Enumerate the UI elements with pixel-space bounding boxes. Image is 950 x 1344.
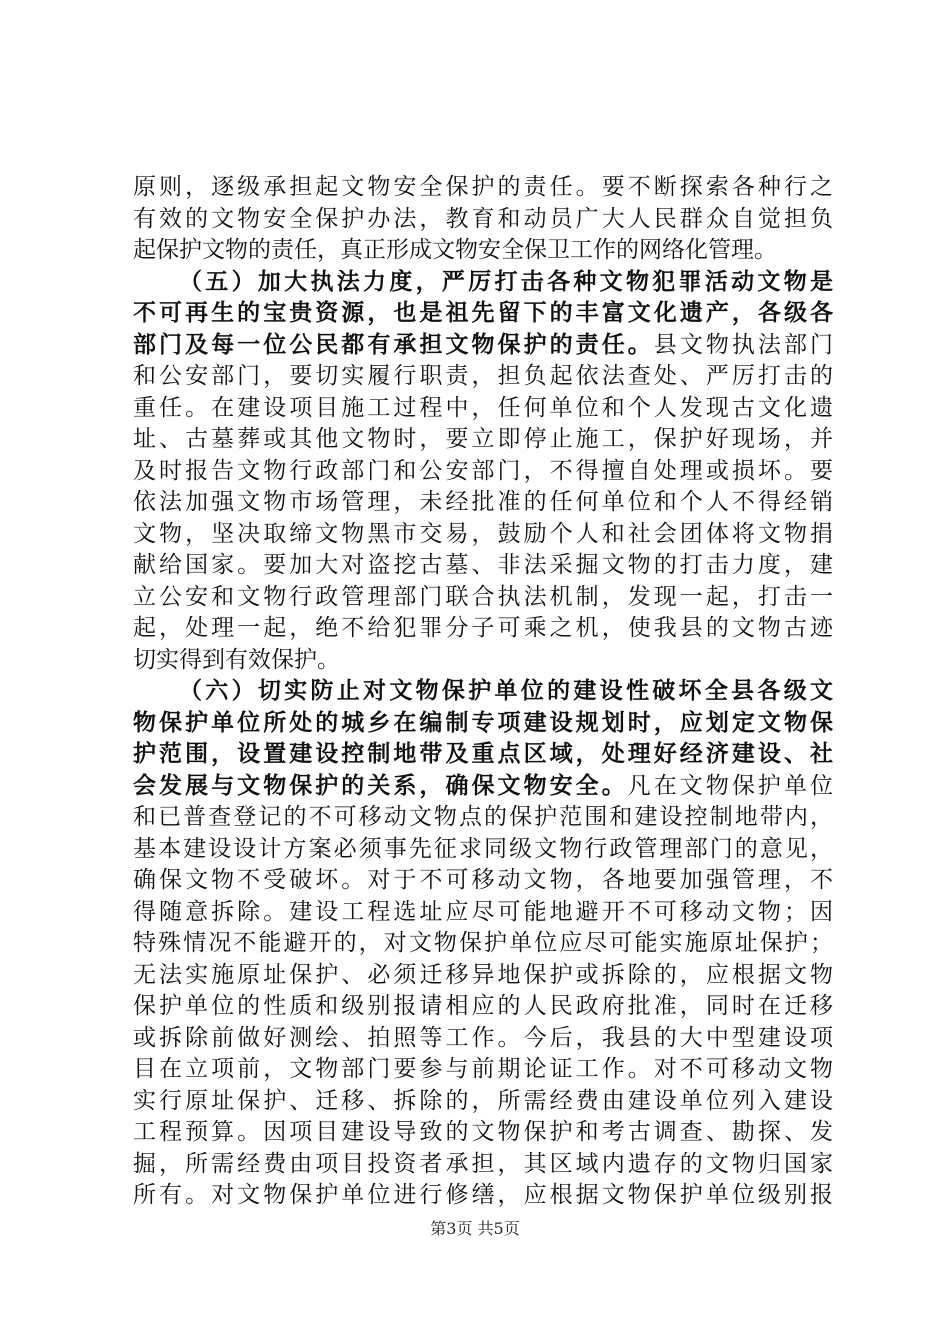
bold-heading-text: （六）切实防止对文物保护单位的建设性破坏全县各级文 bbox=[179, 678, 833, 704]
text-line bbox=[133, 676, 833, 708]
body-text-run: 无法实施原址保护、必须迁移异地保护或拆除的，应根据文物 bbox=[133, 961, 833, 988]
body-text-run: 所有。对文物保护单位进行修缮，应根据文物保护单位级别报 bbox=[133, 1182, 833, 1208]
paragraph bbox=[133, 676, 833, 1212]
body-text-run: 址、古墓葬或其他文物时，要立即停止施工，保护好现场，并 bbox=[133, 426, 833, 452]
text-line bbox=[133, 991, 833, 1023]
document-body bbox=[133, 172, 833, 1212]
paragraph bbox=[133, 172, 833, 267]
body-text-run: 掘，所需经费由项目投资者承担，其区域内遗存的文物归国家 bbox=[133, 1150, 833, 1177]
body-text-run: 原则，逐级承担起文物安全保护的责任。要不断探索各种行之 bbox=[133, 174, 833, 200]
body-text-run: 得随意拆除。建设工程选址应尽可能地避开不可移动文物；因 bbox=[133, 898, 833, 925]
text-line bbox=[133, 235, 833, 267]
body-text-run: 依法加强文物市场管理，未经批准的任何单位和个人不得经销 bbox=[133, 489, 833, 515]
text-line bbox=[133, 1180, 833, 1212]
text-line bbox=[133, 487, 833, 519]
body-text-run: 重任。在建设项目施工过程中，任何单位和个人发现古文化遗 bbox=[133, 394, 833, 421]
body-text-run: 凡在文物保护单位 bbox=[627, 772, 834, 799]
body-text-run: 和已普查登记的不可移动文物点的保护范围和建设控制地带内， bbox=[133, 804, 833, 830]
text-line bbox=[133, 1054, 833, 1086]
page-footer: 第3页 共5页 bbox=[430, 1219, 520, 1238]
body-text-run: 文物，坚决取缔文物黑市交易，鼓励个人和社会团体将文物捐 bbox=[133, 520, 833, 547]
text-line bbox=[133, 519, 833, 551]
text-line bbox=[133, 1117, 833, 1149]
body-text-run: 切实得到有效保护。 bbox=[133, 646, 340, 673]
text-line bbox=[133, 582, 833, 614]
body-text-run: 工程预算。因项目建设导致的文物保护和考古调查、勘探、发 bbox=[133, 1119, 833, 1145]
body-text-run: 目在立项前，文物部门要参与前期论证工作。对不可移动文物 bbox=[133, 1056, 833, 1082]
body-text-run: 实行原址保护、迁移、拆除的，所需经费由建设单位列入建设 bbox=[133, 1087, 833, 1114]
body-text-run: 有效的文物安全保护办法，教育和动员广大人民群众自觉担负 bbox=[133, 205, 833, 232]
body-text-run: 及时报告文物行政部门和公安部门，不得擅自处理或损坏。要 bbox=[133, 457, 833, 484]
text-line bbox=[133, 771, 833, 803]
bold-heading-text: 会发展与文物保护的关系，确保文物安全。 bbox=[133, 772, 628, 799]
body-text-run: 确保文物不受破坏。对于不可移动文物，各地要加强管理，不 bbox=[133, 867, 833, 893]
text-line bbox=[133, 1149, 833, 1181]
text-line bbox=[133, 298, 833, 330]
text-line bbox=[133, 550, 833, 582]
text-line bbox=[133, 739, 833, 771]
text-line bbox=[133, 960, 833, 992]
text-line bbox=[133, 645, 833, 677]
text-line bbox=[133, 267, 833, 299]
body-text-run: 起保护文物的责任，真正形成文物安全保卫工作的网络化管理。 bbox=[133, 237, 777, 263]
bold-heading-text: 物保护单位所处的城乡在编制专项建设规划时，应划定文物保 bbox=[133, 709, 833, 736]
body-text-run: 和公安部门，要切实履行职责，担负起依法查处、严厉打击的 bbox=[133, 363, 833, 389]
text-line bbox=[133, 928, 833, 960]
body-text-run: 县文物执法部门 bbox=[653, 331, 834, 358]
text-line bbox=[133, 865, 833, 897]
body-text-run: 特殊情况不能避开的，对文物保护单位应尽可能实施原址保护； bbox=[133, 930, 833, 956]
body-text-run: 基本建设设计方案必须事先征求同级文物行政管理部门的意见， bbox=[133, 835, 833, 862]
text-line bbox=[133, 361, 833, 393]
text-line bbox=[133, 613, 833, 645]
text-line bbox=[133, 456, 833, 488]
bold-heading-text: 不可再生的宝贵资源，也是祖先留下的丰富文化遗产，各级各 bbox=[133, 300, 833, 326]
text-line bbox=[133, 834, 833, 866]
paragraph bbox=[133, 267, 833, 677]
text-line bbox=[133, 1086, 833, 1118]
bold-heading-text: 护范围，设置建设控制地带及重点区域，处理好经济建设、社 bbox=[133, 741, 833, 767]
body-text-run: 献给国家。要加大对盗挖古墓、非法采掘文物的打击力度，建 bbox=[133, 552, 833, 578]
body-text-run: 保护单位的性质和级别报请相应的人民政府批准，同时在迁移 bbox=[133, 993, 833, 1019]
body-text-run: 或拆除前做好测绘、拍照等工作。今后，我县的大中型建设项 bbox=[133, 1024, 833, 1051]
text-line bbox=[133, 897, 833, 929]
text-line bbox=[133, 330, 833, 362]
text-line bbox=[133, 204, 833, 236]
text-line bbox=[133, 1023, 833, 1055]
body-text-run: 立公安和文物行政管理部门联合执法机制，发现一起，打击一 bbox=[133, 583, 833, 610]
text-line bbox=[133, 393, 833, 425]
text-line bbox=[133, 708, 833, 740]
text-line bbox=[133, 172, 833, 204]
bold-heading-text: 部门及每一位公民都有承担文物保护的责任。 bbox=[133, 331, 654, 358]
bold-heading-text: （五）加大执法力度，严厉打击各种文物犯罪活动文物是 bbox=[179, 268, 833, 295]
text-line bbox=[133, 424, 833, 456]
body-text-run: 起，处理一起，绝不给犯罪分子可乘之机，使我县的文物古迹 bbox=[133, 615, 833, 641]
text-line bbox=[133, 802, 833, 834]
